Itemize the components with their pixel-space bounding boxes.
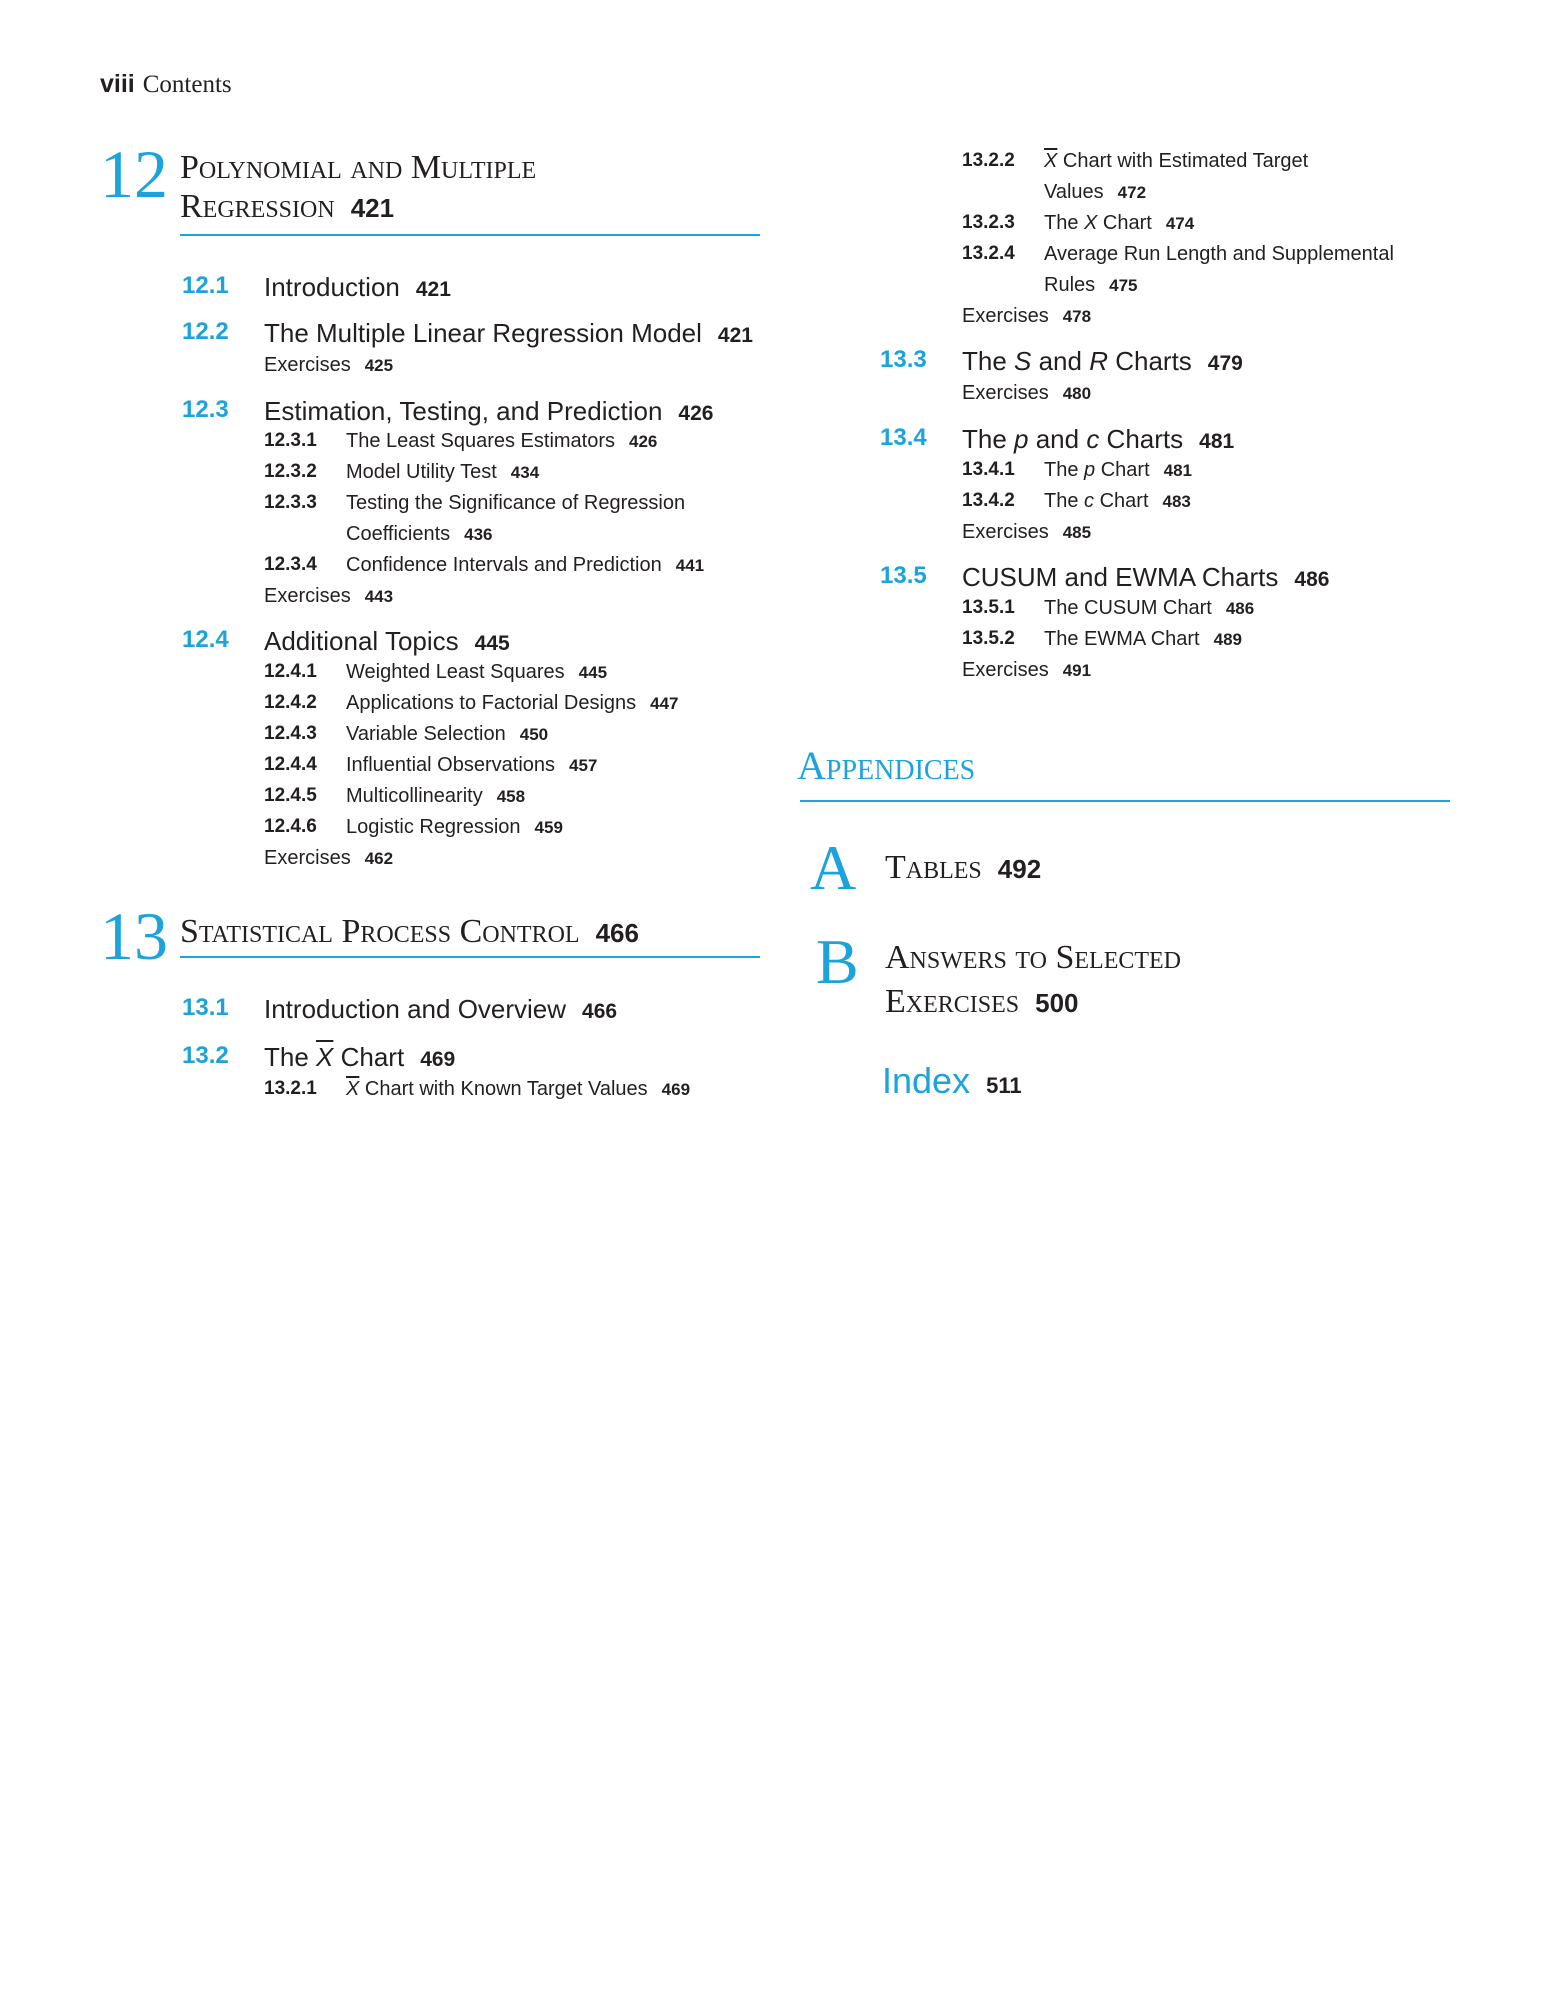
appendix-b-title[interactable] bbox=[885, 936, 1181, 1024]
index-page: 511 bbox=[986, 1073, 1022, 1098]
subsection-number: 12.4.2 bbox=[264, 692, 317, 713]
subsection-number: 12.4.1 bbox=[264, 661, 317, 682]
subsection-page: 447 bbox=[650, 694, 679, 713]
section-number: 13.2 bbox=[182, 1042, 229, 1069]
toc-subsection-13-2-1[interactable] bbox=[264, 1078, 744, 1106]
chapter-13-number: 13 bbox=[100, 898, 168, 974]
section-page: 426 bbox=[678, 402, 714, 425]
subsection-title: Chart with Known Target Values bbox=[359, 1078, 648, 1100]
subsection-title: Weighted Least Squares bbox=[346, 661, 565, 683]
toc-subsection-13-5-1[interactable] bbox=[962, 597, 1422, 625]
section-title-post: Charts bbox=[1099, 424, 1184, 454]
xbar-symbol: $\overline{X}$ bbox=[1044, 150, 1058, 172]
running-head-title: Contents bbox=[142, 71, 232, 98]
chapter-12-title-line1: Polynomial and Multiple bbox=[180, 149, 537, 186]
subsection-page: 469 bbox=[661, 1080, 691, 1099]
exercises-13-2[interactable] bbox=[962, 305, 1091, 328]
section-page: 479 bbox=[1207, 352, 1243, 375]
exercises-label: Exercises bbox=[962, 305, 1049, 327]
toc-subsection-12-4-6[interactable] bbox=[264, 816, 724, 844]
x-symbol: X bbox=[1084, 212, 1098, 234]
appendix-b-title-line2: Exercises bbox=[885, 983, 1020, 1021]
section-title: Estimation, Testing, and Prediction bbox=[264, 396, 663, 426]
exercises-label: Exercises bbox=[962, 382, 1049, 404]
toc-subsection-13-2-4-cont bbox=[1044, 274, 1138, 297]
appendix-a-page: 492 bbox=[997, 854, 1042, 884]
section-number: 13.5 bbox=[880, 562, 927, 589]
subsection-number: 12.4.5 bbox=[264, 785, 317, 806]
subsection-page: 475 bbox=[1109, 276, 1138, 295]
chapter-13-page: 466 bbox=[595, 918, 639, 948]
exercises-page: 491 bbox=[1062, 661, 1092, 680]
section-number: 12.1 bbox=[182, 272, 229, 299]
toc-section-12-3[interactable] bbox=[182, 396, 762, 430]
subsection-title: Testing the Significance of Regression bbox=[346, 492, 686, 514]
chapter-12-page: 421 bbox=[350, 193, 395, 224]
chapter-12-title bbox=[180, 148, 536, 226]
chapter-13-title-text: Statistical Process Control bbox=[180, 913, 580, 950]
subsection-number: 12.3.3 bbox=[264, 492, 317, 513]
exercises-page: 462 bbox=[364, 849, 394, 868]
subsection-page: 445 bbox=[578, 663, 608, 682]
section-number: 13.1 bbox=[182, 994, 229, 1021]
section-title: Introduction and Overview bbox=[264, 994, 567, 1024]
subsection-number: 12.3.1 bbox=[264, 430, 317, 451]
section-title: The Multiple Linear Regression Model bbox=[264, 318, 702, 348]
subsection-number: 13.4.2 bbox=[962, 490, 1015, 511]
toc-subsection-12-4-5[interactable] bbox=[264, 785, 724, 813]
toc-subsection-12-3-3[interactable] bbox=[264, 492, 724, 520]
xbar-symbol: $\overline{X}$ bbox=[346, 1078, 360, 1100]
section-number: 12.4 bbox=[182, 626, 229, 653]
exercises-page: 425 bbox=[364, 356, 394, 375]
subsection-title: Variable Selection bbox=[346, 723, 506, 745]
section-page: 445 bbox=[474, 632, 510, 655]
section-title-mid: and bbox=[1031, 346, 1090, 376]
section-title: Introduction bbox=[264, 272, 400, 302]
subsection-number: 13.2.3 bbox=[962, 212, 1015, 233]
subsection-page: 481 bbox=[1163, 461, 1192, 480]
subsection-title-cont: Rules bbox=[1044, 274, 1096, 296]
toc-subsection-12-3-1[interactable] bbox=[264, 430, 724, 458]
appendix-b-title-line1: Answers to Selected bbox=[885, 939, 1182, 976]
toc-subsection-13-5-2[interactable] bbox=[962, 628, 1422, 656]
c-symbol: c bbox=[1086, 424, 1100, 454]
subsection-title: Influential Observations bbox=[346, 754, 556, 776]
section-page: 486 bbox=[1294, 568, 1330, 591]
index-entry[interactable] bbox=[882, 1060, 1022, 1102]
toc-subsection-13-2-3[interactable] bbox=[962, 212, 1422, 240]
subsection-page: 436 bbox=[464, 525, 493, 544]
subsection-title: Model Utility Test bbox=[346, 461, 497, 483]
subsection-number: 13.5.2 bbox=[962, 628, 1015, 649]
subsection-number: 13.2.1 bbox=[264, 1078, 317, 1099]
subsection-page: 489 bbox=[1213, 630, 1242, 649]
appendix-a-title[interactable] bbox=[885, 846, 1041, 890]
subsection-title: The EWMA Chart bbox=[1044, 628, 1200, 650]
toc-subsection-12-4-4[interactable] bbox=[264, 754, 724, 782]
r-symbol: R bbox=[1089, 346, 1108, 376]
section-title-mid: and bbox=[1028, 424, 1087, 454]
subsection-title: Chart with Estimated Target bbox=[1057, 150, 1309, 172]
subsection-title-pre: The bbox=[1044, 459, 1085, 481]
subsection-title-post: Chart bbox=[1094, 490, 1149, 512]
exercises-page: 485 bbox=[1062, 523, 1092, 542]
section-title-pre: The bbox=[264, 1042, 317, 1072]
subsection-number: 12.3.4 bbox=[264, 554, 317, 575]
subsection-page: 472 bbox=[1117, 183, 1147, 202]
subsection-title: Average Run Length and Supplemental bbox=[1044, 243, 1394, 265]
exercises-13-4[interactable] bbox=[962, 521, 1091, 544]
section-page: 421 bbox=[717, 324, 753, 347]
toc-subsection-12-3-4[interactable] bbox=[264, 554, 744, 582]
subsection-page: 426 bbox=[629, 432, 658, 451]
subsection-title-post: Chart bbox=[1095, 459, 1150, 481]
toc-section-13-1[interactable] bbox=[182, 994, 742, 1028]
toc-subsection-12-3-2[interactable] bbox=[264, 461, 724, 489]
subsection-title: The CUSUM Chart bbox=[1044, 597, 1212, 619]
toc-subsection-13-2-2[interactable] bbox=[962, 150, 1422, 178]
toc-subsection-13-4-1[interactable] bbox=[962, 459, 1422, 487]
subsection-page: 459 bbox=[534, 818, 563, 837]
running-head bbox=[100, 70, 232, 99]
exercises-label: Exercises bbox=[264, 847, 351, 869]
chapter-13-title bbox=[180, 912, 639, 951]
section-number: 12.3 bbox=[182, 396, 229, 423]
exercises-page: 478 bbox=[1062, 307, 1092, 326]
section-page: 466 bbox=[582, 1000, 618, 1023]
appendix-a-letter: A bbox=[810, 832, 857, 903]
toc-section-13-3[interactable] bbox=[880, 346, 1440, 380]
section-title: Additional Topics bbox=[264, 626, 459, 656]
subsection-page: 457 bbox=[569, 756, 598, 775]
subsection-number: 12.4.4 bbox=[264, 754, 317, 775]
toc-subsection-13-2-4[interactable] bbox=[962, 243, 1422, 271]
subsection-title-pre: The bbox=[1044, 212, 1085, 234]
subsection-title-pre: The bbox=[1044, 490, 1085, 512]
subsection-number: 13.5.1 bbox=[962, 597, 1015, 618]
subsection-page: 474 bbox=[1165, 214, 1195, 233]
subsection-title-cont: Coefficients bbox=[346, 523, 451, 545]
toc-section-12-1[interactable] bbox=[182, 272, 742, 306]
index-title: Index bbox=[882, 1060, 971, 1101]
subsection-page: 458 bbox=[496, 787, 526, 806]
subsection-page: 450 bbox=[519, 725, 549, 744]
subsection-title-post: Chart bbox=[1097, 212, 1152, 234]
p-symbol: p bbox=[1014, 424, 1029, 454]
chapter-13-rule bbox=[180, 956, 760, 958]
toc-subsection-12-3-3-cont bbox=[346, 523, 493, 546]
appendix-b-page: 500 bbox=[1035, 988, 1079, 1019]
exercises-page: 443 bbox=[364, 587, 394, 606]
subsection-page: 483 bbox=[1162, 492, 1191, 511]
section-title-pre: The bbox=[962, 424, 1015, 454]
toc-section-12-4[interactable] bbox=[182, 626, 762, 660]
exercises-12-3[interactable] bbox=[264, 585, 393, 608]
chapter-12-title-line2: Regression bbox=[180, 188, 335, 226]
toc-subsection-12-4-1[interactable] bbox=[264, 661, 724, 689]
subsection-number: 12.4.6 bbox=[264, 816, 317, 837]
exercises-12-4[interactable] bbox=[264, 847, 393, 870]
exercises-page: 480 bbox=[1062, 384, 1092, 403]
exercises-label: Exercises bbox=[962, 659, 1049, 681]
section-number: 12.2 bbox=[182, 318, 229, 345]
subsection-title: Multicollinearity bbox=[346, 785, 483, 807]
appendix-b-letter: B bbox=[816, 926, 859, 997]
section-page: 481 bbox=[1199, 430, 1235, 453]
toc-subsection-13-2-2-cont bbox=[1044, 181, 1146, 204]
exercises-label: Exercises bbox=[264, 354, 351, 376]
subsection-title: Applications to Factorial Designs bbox=[346, 692, 637, 714]
toc-section-12-2[interactable] bbox=[182, 318, 762, 352]
section-page: 469 bbox=[420, 1048, 456, 1071]
appendix-a-title-text: Tables bbox=[885, 849, 982, 886]
toc-section-13-4[interactable] bbox=[880, 424, 1440, 458]
exercises-12-2[interactable] bbox=[264, 354, 393, 377]
subsection-number: 12.3.2 bbox=[264, 461, 317, 482]
subsection-number: 13.2.2 bbox=[962, 150, 1015, 171]
toc-subsection-12-4-2[interactable] bbox=[264, 692, 724, 720]
exercises-label: Exercises bbox=[962, 521, 1049, 543]
s-symbol: S bbox=[1014, 346, 1032, 376]
section-title: CUSUM and EWMA Charts bbox=[962, 562, 1279, 592]
toc-section-13-5[interactable] bbox=[880, 562, 1440, 596]
subsection-number: 13.2.4 bbox=[962, 243, 1015, 264]
subsection-page: 434 bbox=[510, 463, 540, 482]
subsection-number: 13.4.1 bbox=[962, 459, 1015, 480]
subsection-page: 441 bbox=[675, 556, 705, 575]
exercises-13-5[interactable] bbox=[962, 659, 1091, 682]
chapter-12-rule bbox=[180, 234, 760, 236]
page-folio: viii bbox=[100, 70, 135, 98]
toc-subsection-12-4-3[interactable] bbox=[264, 723, 724, 751]
c-symbol: c bbox=[1084, 490, 1095, 512]
exercises-13-3[interactable] bbox=[962, 382, 1091, 405]
subsection-number: 12.4.3 bbox=[264, 723, 317, 744]
subsection-page: 486 bbox=[1225, 599, 1255, 618]
section-title-pre: The bbox=[962, 346, 1015, 376]
section-page: 421 bbox=[415, 278, 451, 301]
section-title-post: Charts bbox=[1107, 346, 1192, 376]
subsection-title-cont: Values bbox=[1044, 181, 1104, 203]
appendices-heading: Appendices bbox=[797, 743, 976, 788]
subsection-title: Confidence Intervals and Prediction bbox=[346, 554, 662, 576]
chapter-12-number: 12 bbox=[100, 136, 168, 212]
toc-section-13-2[interactable] bbox=[182, 1042, 742, 1076]
exercises-label: Exercises bbox=[264, 585, 351, 607]
toc-subsection-13-4-2[interactable] bbox=[962, 490, 1422, 518]
subsection-title: Logistic Regression bbox=[346, 816, 521, 838]
xbar-symbol: $\overline{X}$ bbox=[316, 1042, 334, 1072]
section-number: 13.3 bbox=[880, 346, 927, 373]
section-number: 13.4 bbox=[880, 424, 927, 451]
p-symbol: p bbox=[1084, 459, 1096, 481]
subsection-title: The Least Squares Estimators bbox=[346, 430, 616, 452]
section-title-post: Chart bbox=[333, 1042, 405, 1072]
appendices-rule bbox=[800, 800, 1450, 802]
